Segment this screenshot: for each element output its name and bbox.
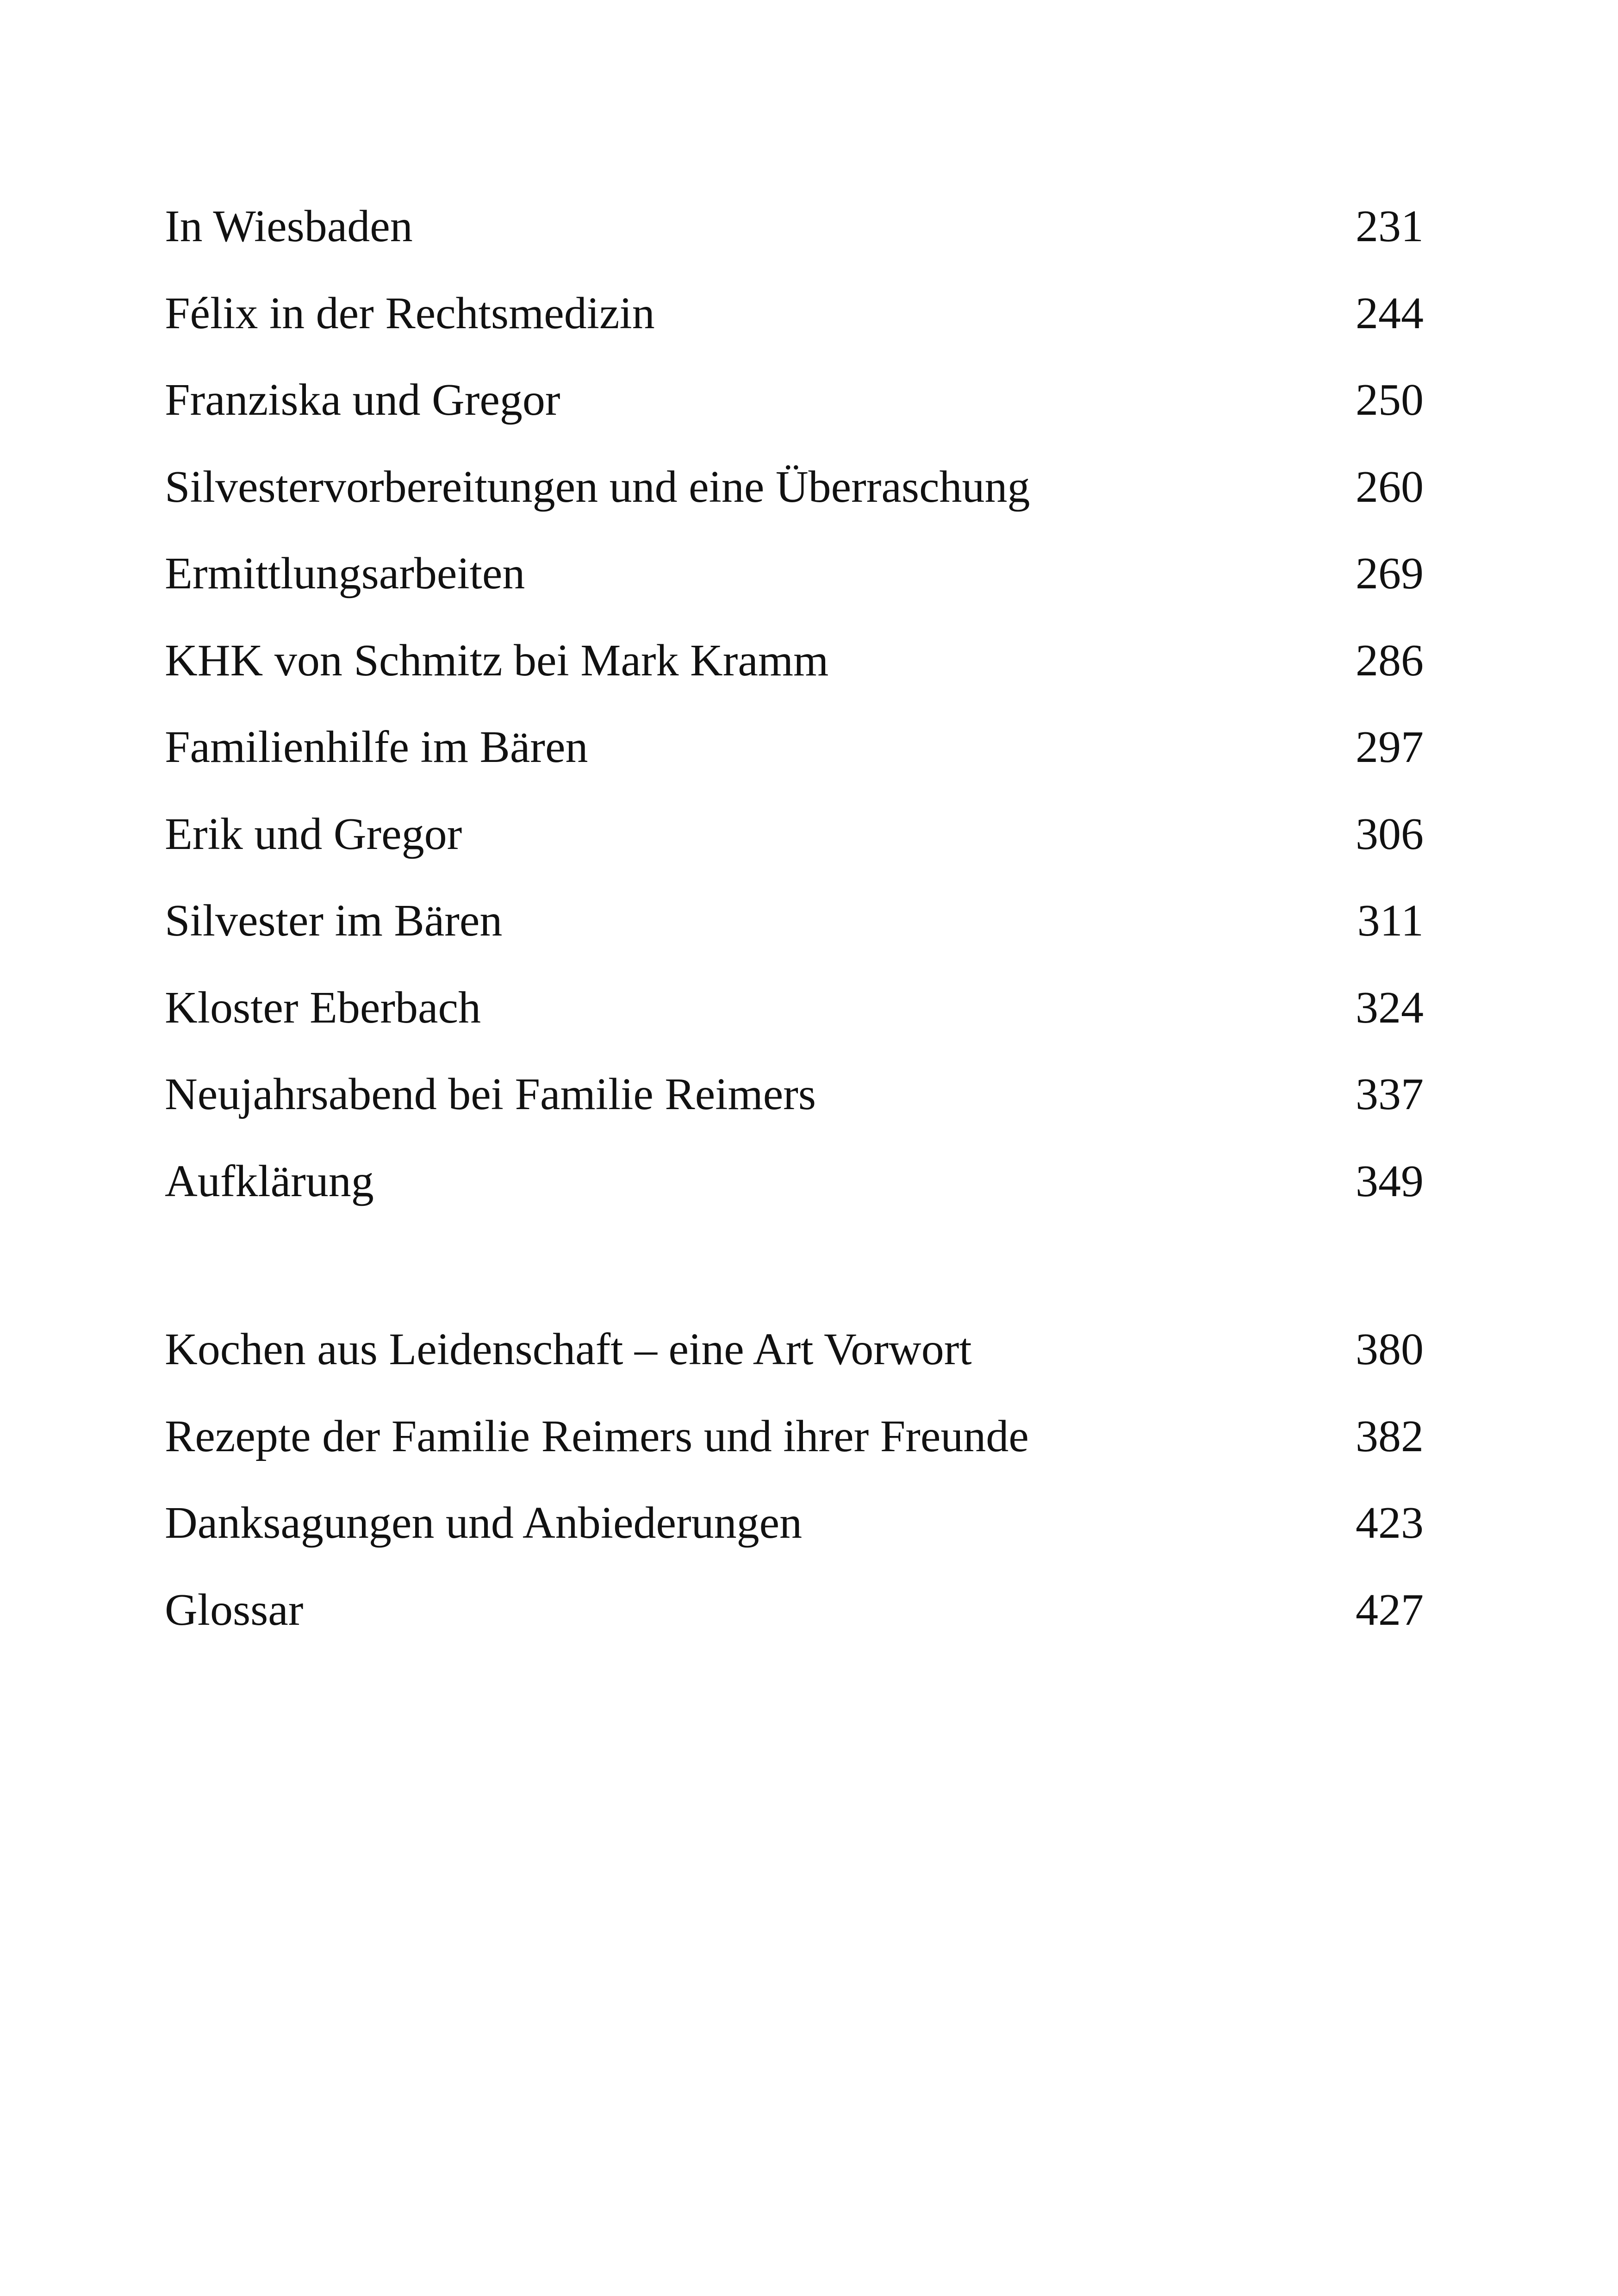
toc-entry-title: Kloster Eberbach — [165, 982, 481, 1033]
toc-entry — [165, 898, 1424, 985]
toc-entry — [165, 635, 1424, 725]
toc-entry-title: Neujahrsabend bei Familie Reimers — [165, 1069, 816, 1119]
toc-entry-page: 306 — [1356, 809, 1424, 859]
chapter-list — [165, 201, 1424, 1245]
toc-entry-page: 349 — [1356, 1156, 1424, 1206]
toc-entry-page: 337 — [1356, 1069, 1424, 1119]
toc-entry — [165, 201, 1424, 291]
toc-entry-title: Danksagungen und Anbiederungen — [165, 1498, 803, 1548]
toc-entry — [165, 811, 1424, 898]
toc-entry — [165, 1156, 1424, 1246]
toc-entry — [165, 1500, 1424, 1587]
toc-entry — [165, 1411, 1424, 1501]
toc-entry-title: Franziska und Gregor — [165, 375, 560, 425]
toc-entry-title: In Wiesbaden — [165, 201, 413, 251]
table-of-contents — [165, 201, 1424, 1674]
toc-entry-title: Glossar — [165, 1585, 304, 1635]
toc-entry-page: 231 — [1356, 201, 1424, 251]
toc-entry-page: 311 — [1357, 896, 1424, 946]
toc-entry-title: Familienhilfe im Bären — [165, 722, 588, 772]
toc-entry-title: Erik und Gregor — [165, 809, 462, 859]
toc-entry-title: Félix in der Rechtsmedizin — [165, 288, 655, 338]
toc-entry-page: 324 — [1356, 982, 1424, 1033]
toc-entry — [165, 1069, 1424, 1159]
toc-entry — [165, 982, 1424, 1072]
toc-entry-title: Silvester im Bären — [165, 896, 503, 946]
toc-entry-page: 380 — [1356, 1324, 1424, 1374]
appendix-list — [165, 1324, 1424, 1674]
toc-entry-page: 269 — [1356, 549, 1424, 599]
toc-entry — [165, 288, 1424, 378]
toc-entry — [165, 551, 1424, 638]
toc-entry — [165, 724, 1424, 811]
toc-entry-page: 244 — [1356, 288, 1424, 338]
toc-entry-page: 423 — [1356, 1498, 1424, 1548]
toc-entry-title: Ermittlungsarbeiten — [165, 549, 525, 599]
toc-entry-title: KHK von Schmitz bei Mark Kramm — [165, 635, 829, 686]
toc-entry — [165, 464, 1424, 551]
toc-entry — [165, 1324, 1424, 1414]
toc-entry-page: 382 — [1356, 1411, 1424, 1461]
toc-entry-page: 297 — [1356, 722, 1424, 772]
toc-entry-title: Aufklärung — [165, 1156, 374, 1206]
toc-entry-title: Kochen aus Leidenschaft – eine Art Vorwort — [165, 1324, 972, 1374]
toc-entry-page: 427 — [1356, 1585, 1424, 1635]
toc-entry-page: 250 — [1356, 375, 1424, 425]
toc-entry — [165, 1587, 1424, 1674]
toc-entry-title: Rezepte der Familie Reimers und ihrer Freunde — [165, 1411, 1029, 1461]
toc-entry-title: Silvestervorbereitungen und eine Überraschung — [165, 462, 1030, 512]
toc-entry — [165, 377, 1424, 464]
toc-entry-page: 286 — [1356, 635, 1424, 686]
toc-entry-page: 260 — [1356, 462, 1424, 512]
